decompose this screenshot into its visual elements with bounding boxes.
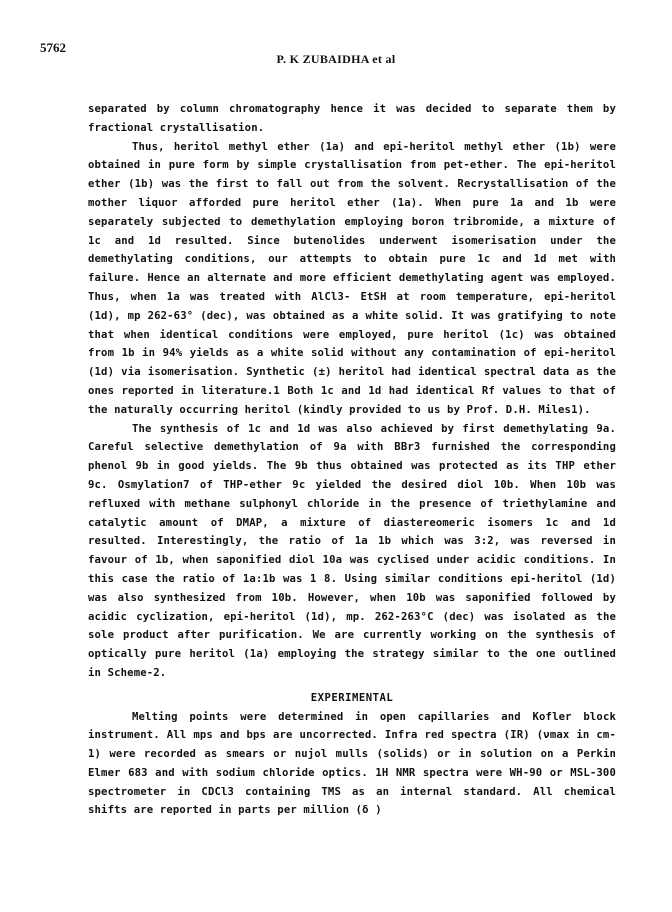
paragraph-1: separated by column chromatography hence it was decided to separate them by fractional crystallisation. [88,103,616,134]
running-head: P. K ZUBAIDHA et al [276,52,396,66]
article-body [88,100,616,820]
paragraph-2: Thus, heritol methyl ether (1a) and epi-heritol methyl ether (1b) were obtained in pure form by simple crystallisation from pet-ether. The epi-heritol ether (1b) was the first to fall out from the solvent. Recrystallisation of the mother liquor afforded pure heritol ether (1a). When pure 1a and 1b were separately subjected to demethylation employing boron tribromide, a mixture of 1c and 1d resulted. Since butenolides underwent isomerisation under the demethylating conditions, our attempts to obtain pure 1c and 1d met with failure. Hence an alternate and more efficient demethylating agent was employed. Thus, when 1a was treated with AlCl3- EtSH at room temperature, epi-heritol (1d), mp 262-63° (dec), was obtained as a white solid. It was gratifying to note that when identical conditions were employed, pure heritol (1c) was obtained from 1b in 94% yields as a white solid without any contamination of epi-heritol (1d) via isomerisation. Synthetic (±) heritol had identical spectral data as the ones reported in literature.1 Both 1c and 1d had identical Rf values to that of the naturally occurring heritol (kindly provided to us by Prof. D.H. Miles1). [88,140,616,416]
paragraph-3: The synthesis of 1c and 1d was also achieved by first demethylating 9a. Careful selective demethylation of 9a with BBr3 furnished the corresponding phenol 9b in good yields. The 9b thus obtained was protected as its THP ether 9c. Osmylation7 of THP-ether 9c yielded the desired diol 10b. When 10b was refluxed with methane sulphonyl chloride in the presence of triethylamine and catalytic amount of DMAP, a mixture of diastereomeric isomers 1c and 1d resulted. Interestingly, the ratio of 1a 1b which was 3:2, was reversed in favour of 1b, when saponified diol 10a was cyclised under acidic conditions. In this case the ratio of 1a:1b was 1 8. Using similar conditions epi-heritol (1d) was also synthesized from 10b. However, when 10b was saponified followed by acidic cyclization, epi-heritol (1d), mp. 262-263°C (dec) was isolated as the sole product after purification. We are currently working on the synthesis of optically pure heritol (1a) employing the strategy similar to the one outlined in Scheme-2. [88,422,616,679]
page-number: 5762 [40,40,66,55]
section-heading: EXPERIMENTAL [310,691,394,704]
paragraph-4: Melting points were determined in open capillaries and Kofler block instrument. All mps and bps are uncorrected. Infra red spectra (IR) (νmax in cm-1) were recorded as smears or nujol mulls (solids) or in solution on a Perkin Elmer 683 and with sodium chloride optics. 1H NMR spectra were WH-90 or MSL-300 spectrometer in CDCl3 containing TMS as an internal standard. All chemical shifts are reported in parts per million (δ ) [88,710,616,817]
